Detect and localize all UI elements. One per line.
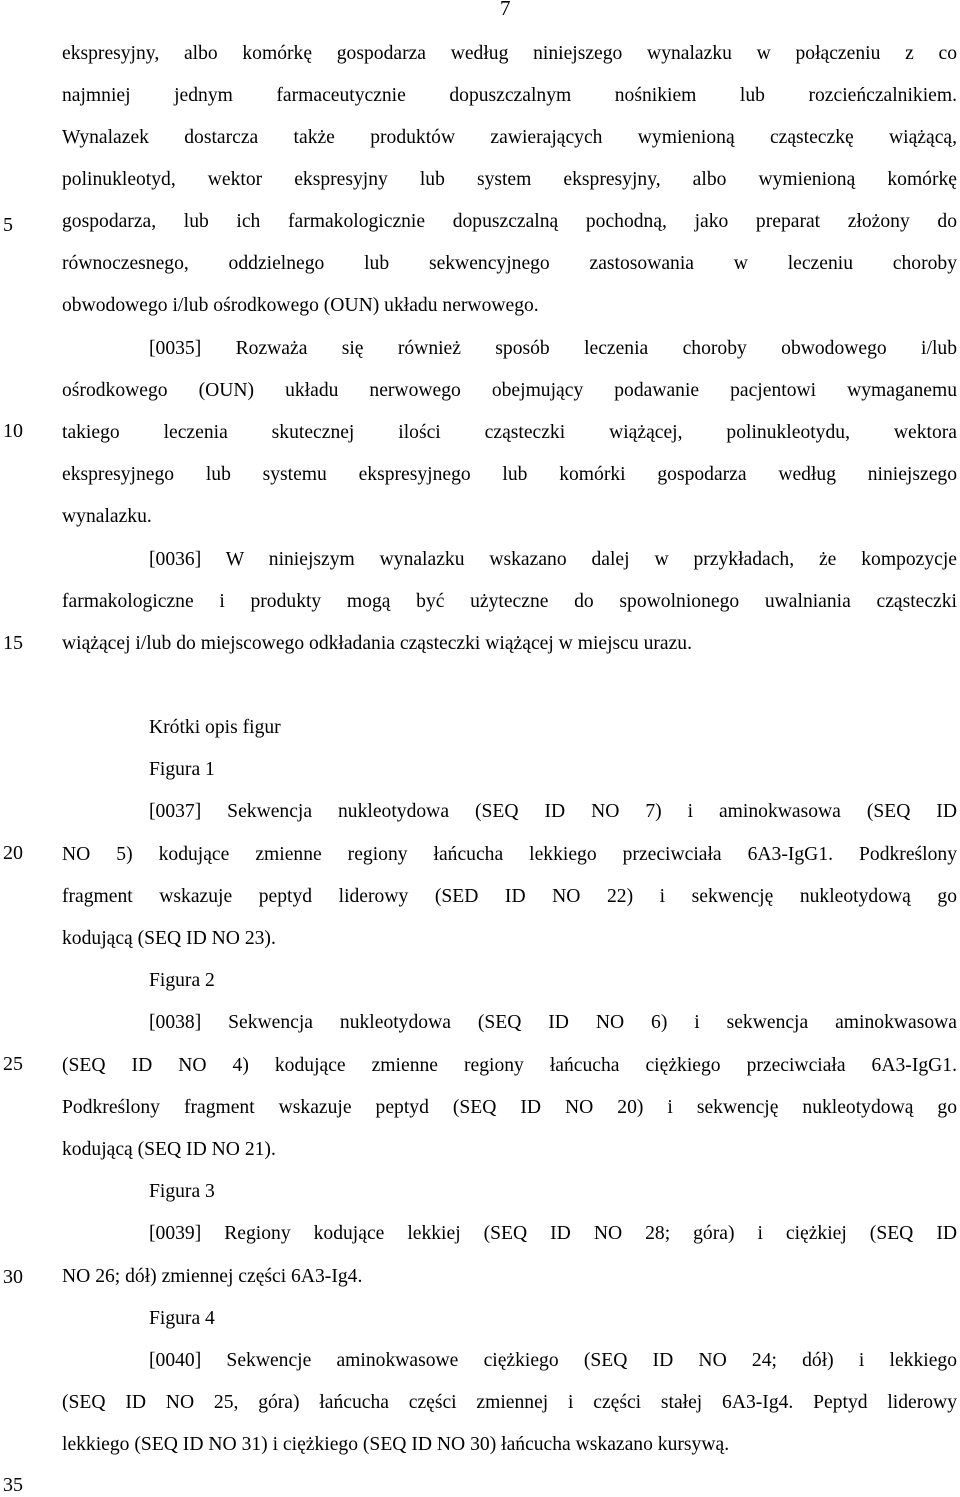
text-line: Wynalazek dostarcza także produktów zawierających wymienioną cząsteczkę wiążącą, <box>62 127 957 148</box>
text-line: NO 26; dół) zmiennej części 6A3-Ig4. <box>62 1266 363 1287</box>
text-line: ośrodkowego (OUN) układu nerwowego obejmujący podawanie pacjentowi wymaganemu <box>62 380 957 401</box>
text-line: ekspresyjnego lub systemu ekspresyjnego lub komórki gospodarza według niniejszego <box>62 464 957 485</box>
text-line: ekspresyjny, albo komórkę gospodarza według niniejszego wynalazku w połączeniu z co <box>62 43 957 64</box>
text-line: kodującą (SEQ ID NO 23). <box>62 928 276 949</box>
text-line: fragment wskazuje peptyd liderowy (SED ID NO 22) i sekwencję nukleotydową go <box>62 886 957 907</box>
text-line: NO 5) kodujące zmienne regiony łańcucha lekkiego przeciwciała 6A3-IgG1. Podkreślony <box>62 844 957 865</box>
text-line: obwodowego i/lub ośrodkowego (OUN) układu nerwowego. <box>62 295 539 316</box>
text-line: farmakologiczne i produkty mogą być użyteczne do spowolnionego uwalniania cząsteczki <box>62 591 957 612</box>
line-number: 35 <box>3 1474 23 1496</box>
text-line: (SEQ ID NO 4) kodujące zmienne regiony łańcucha ciężkiego przeciwciała 6A3-IgG1. <box>62 1055 957 1076</box>
figure-heading: Figura 4 <box>149 1308 215 1329</box>
paragraph-0038-start: [0038] Sekwencja nukleotydowa (SEQ ID NO 6) i sekwencja aminokwasowa <box>149 1012 957 1033</box>
figure-heading: Figura 2 <box>149 970 215 991</box>
text-line: Podkreślony fragment wskazuje peptyd (SEQ ID NO 20) i sekwencję nukleotydową go <box>62 1097 957 1118</box>
line-number: 25 <box>3 1053 23 1075</box>
text-line: (SEQ ID NO 25, góra) łańcucha części zmiennej i części stałej 6A3-Ig4. Peptyd liderowy <box>62 1392 957 1413</box>
section-heading: Krótki opis figur <box>149 717 281 738</box>
paragraph-0037-start: [0037] Sekwencja nukleotydowa (SEQ ID NO 7) i aminokwasowa (SEQ ID <box>149 801 957 822</box>
text-line: polinukleotyd, wektor ekspresyjny lub system ekspresyjny, albo wymienioną komórkę <box>62 169 957 190</box>
text-line: równoczesnego, oddzielnego lub sekwencyjnego zastosowania w leczeniu choroby <box>62 253 957 274</box>
line-number: 30 <box>3 1266 23 1288</box>
paragraph-0036-start: [0036] W niniejszym wynalazku wskazano dalej w przykładach, że kompozycje <box>149 549 957 570</box>
text-line: wynalazku. <box>62 506 152 527</box>
line-number: 10 <box>3 420 23 442</box>
text-line: najmniej jednym farmaceutycznie dopuszczalnym nośnikiem lub rozcieńczalnikiem. <box>62 85 957 106</box>
paragraph-0039-start: [0039] Regiony kodujące lekkiej (SEQ ID NO 28; góra) i ciężkiej (SEQ ID <box>149 1223 957 1244</box>
text-line: wiążącej i/lub do miejscowego odkładania cząsteczki wiążącej w miejscu urazu. <box>62 633 692 654</box>
text-line: gospodarza, lub ich farmakologicznie dopuszczalną pochodną, jako preparat złożony do <box>62 211 957 232</box>
line-number: 15 <box>3 632 23 654</box>
line-number: 20 <box>3 842 23 864</box>
paragraph-0035-start: [0035] Rozważa się również sposób leczenia choroby obwodowego i/lub <box>149 338 957 359</box>
figure-heading: Figura 3 <box>149 1181 215 1202</box>
paragraph-0040-start: [0040] Sekwencje aminokwasowe ciężkiego (SEQ ID NO 24; dół) i lekkiego <box>149 1350 957 1371</box>
figure-heading: Figura 1 <box>149 759 215 780</box>
text-line: lekkiego (SEQ ID NO 31) i ciężkiego (SEQ ID NO 30) łańcucha wskazano kursywą. <box>62 1434 730 1455</box>
line-number: 5 <box>3 214 13 236</box>
text-line: takiego leczenia skutecznej ilości cząsteczki wiążącej, polinukleotydu, wektora <box>62 422 957 443</box>
text-line: kodującą (SEQ ID NO 21). <box>62 1139 276 1160</box>
page-number: 7 <box>500 0 511 20</box>
